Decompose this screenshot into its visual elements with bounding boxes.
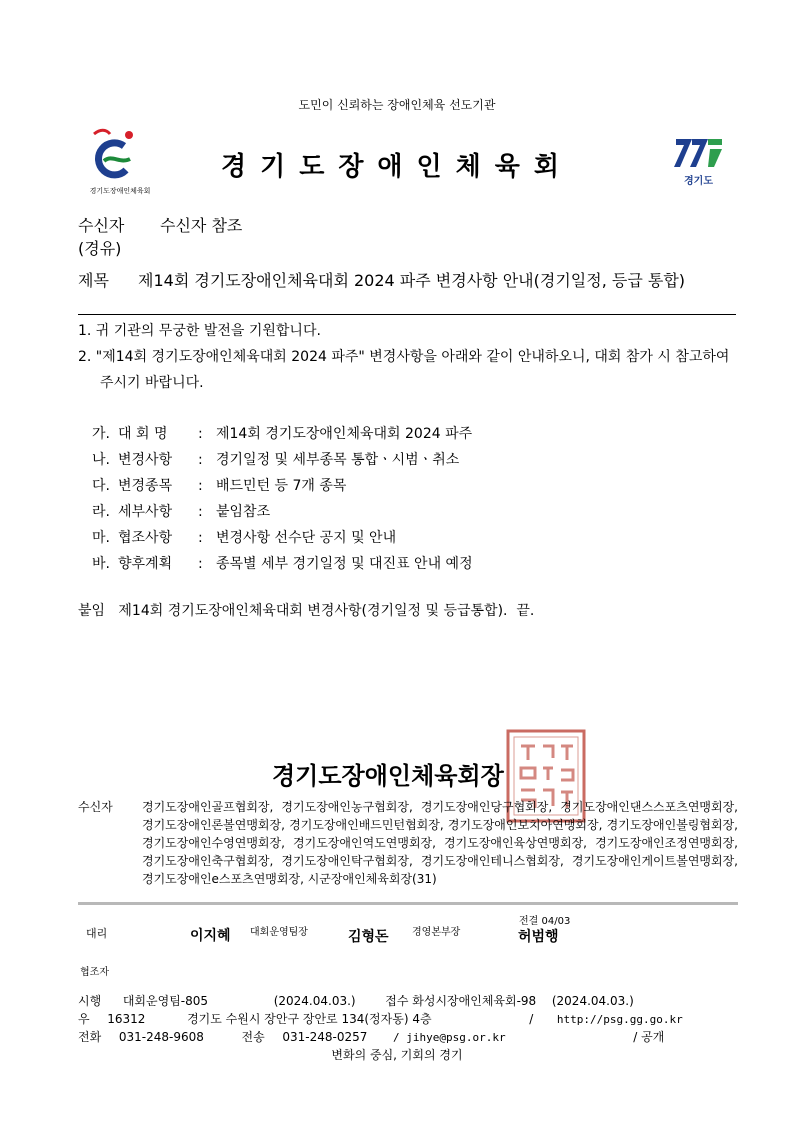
drafter-name: 이지혜	[190, 928, 231, 944]
detail-key: 대 회 명	[118, 426, 168, 442]
detail-key: 변경사항	[118, 452, 173, 468]
footer-enforce-line	[78, 992, 634, 1009]
detail-marker: 가.	[92, 426, 110, 442]
detail-value: 붙임참조	[216, 504, 271, 520]
detail-item	[92, 525, 473, 551]
org-logo-text: 경기도장애인체육회	[89, 187, 151, 195]
subject-value: 제14회 경기도장애인체육대회 2024 파주 변경사항 안내(경기일정, 등급 통합)	[138, 271, 686, 290]
detail-sep: :	[198, 556, 203, 572]
header-slogan: 도민이 신뢰하는 장애인체육 선도기관	[298, 98, 496, 112]
gyeonggi-logo-text: 경기도	[684, 176, 713, 187]
email-link[interactable]: / jihye@psg.or.kr	[393, 1031, 506, 1044]
detail-value: 변경사항 선수단 공지 및 안내	[216, 530, 397, 546]
footer-contact-line	[78, 1028, 664, 1045]
address-slash: /	[529, 1012, 534, 1026]
homepage-link[interactable]: http://psg.gg.go.kr	[556, 1013, 683, 1026]
recipient-value: 수신자 참조	[160, 216, 243, 235]
recipients-list: 경기도장애인골프협회장, 경기도장애인농구협회장, 경기도장애인당구협회장, 경기도장애인댄스스포츠연맹회장, 경기도장애인론볼연맹회장, 경기도장애인배드민턴협회장, 경기도장애인보치아연맹회장, 경기도장애인볼링협회장, 경기도장애인수영연맹회장, 경기도장애인역도연맹회장, 경기도장애인육상연맹회장, 경기도장애인조정연맹회장, 경기도장애인축구협회장, 경기도장애인탁구협회장, 경기도장애인테니스협회장, 경기도장애인게이트볼연맹회장, 경기도장애인e스포츠연맹회장, 시군장애인체육회장(31)	[142, 800, 738, 886]
fax-number: 031-248-0257	[282, 1030, 368, 1044]
body-paragraph-1: 1. 귀 기관의 무궁한 발전을 기원합니다.	[78, 323, 321, 339]
footer-slogan: 변화의 중심, 기회의 경기	[331, 1048, 463, 1062]
detail-value: 경기일정 및 세부종목 통합ㆍ시범ㆍ취소	[216, 452, 460, 468]
detail-marker: 마.	[92, 530, 110, 546]
sender-name: 경기도장애인체육회장	[272, 762, 504, 790]
detail-sep: :	[198, 452, 203, 468]
detail-sep: :	[198, 504, 203, 520]
detail-key: 협조사항	[118, 530, 173, 546]
zip-label: 우	[78, 1012, 90, 1026]
detail-key: 변경종목	[118, 478, 173, 494]
detail-marker: 바.	[92, 556, 110, 572]
detail-value: 배드민턴 등 7개 종목	[216, 478, 347, 494]
tel-number: 031-248-9608	[118, 1030, 204, 1044]
gyeonggi-logo	[670, 135, 730, 195]
detail-item	[92, 473, 473, 499]
footer-address-line	[78, 1010, 683, 1027]
zip-code: 16312	[107, 1012, 146, 1026]
detail-item	[92, 551, 473, 577]
detail-key: 세부사항	[118, 504, 173, 520]
detail-marker: 나.	[92, 452, 110, 468]
receipt-date: (2024.04.03.)	[551, 994, 634, 1008]
reviewer-name: 김형돈	[348, 929, 389, 945]
fax-label: 전송	[241, 1030, 265, 1044]
address: 경기도 수원시 장안구 장안로 134(정자동) 4층	[187, 1012, 432, 1026]
detail-value: 제14회 경기도장애인체육대회 2024 파주	[216, 426, 473, 442]
org-title: 경기도장애인체육회	[220, 152, 574, 182]
detail-marker: 라.	[92, 504, 110, 520]
detail-value: 종목별 세부 경기일정 및 대진표 안내 예정	[216, 556, 473, 572]
cooperator-label: 협조자	[80, 967, 109, 978]
detail-item	[92, 499, 473, 525]
body-paragraph-2-text: 2. "제14회 경기도장애인체육대회 2024 파주" 변경사항을 아래와 같이 안내하오니, 대회 참가 시 참고하여 주시기 바랍니다.	[78, 349, 730, 391]
recipients-label: 수신자	[78, 800, 113, 814]
enforce-number: 대회운영팀-805	[122, 994, 209, 1008]
recipient-label: 수신자	[78, 216, 125, 235]
detail-sep: :	[198, 478, 203, 494]
detail-sep: :	[198, 530, 203, 546]
receipt-label: 접수	[385, 994, 409, 1008]
subject-divider	[78, 314, 736, 315]
disclosure-status: / 공개	[633, 1030, 665, 1044]
subject-label: 제목	[78, 271, 109, 290]
detail-item	[92, 421, 473, 447]
recipient-line	[78, 216, 242, 236]
approver-name: 허범행	[518, 929, 559, 945]
attachment-line: 붙임 제14회 경기도장애인체육대회 변경사항(경기일정 및 등급통합). 끝.	[78, 603, 535, 619]
via-line: (경유)	[78, 239, 122, 258]
detail-item	[92, 447, 473, 473]
receipt-number: 화성시장애인체육회-98	[412, 994, 537, 1008]
gyeonggi-logo-icon	[670, 135, 730, 171]
body-paragraph-2	[78, 344, 738, 396]
detail-key: 향후계획	[118, 556, 173, 572]
detail-list	[92, 421, 473, 577]
enforce-label: 시행	[78, 994, 102, 1008]
approval-divider	[78, 902, 738, 905]
tel-label: 전화	[78, 1030, 102, 1044]
detail-marker: 다.	[92, 478, 110, 494]
approver-label: 경영본부장	[412, 927, 461, 938]
approver-note: 전결 04/03	[519, 916, 571, 927]
detail-sep: :	[198, 426, 203, 442]
enforce-date: (2024.04.03.)	[273, 994, 356, 1008]
reviewer-label: 대회운영팀장	[250, 927, 308, 938]
drafter-label: 대리	[86, 927, 108, 940]
